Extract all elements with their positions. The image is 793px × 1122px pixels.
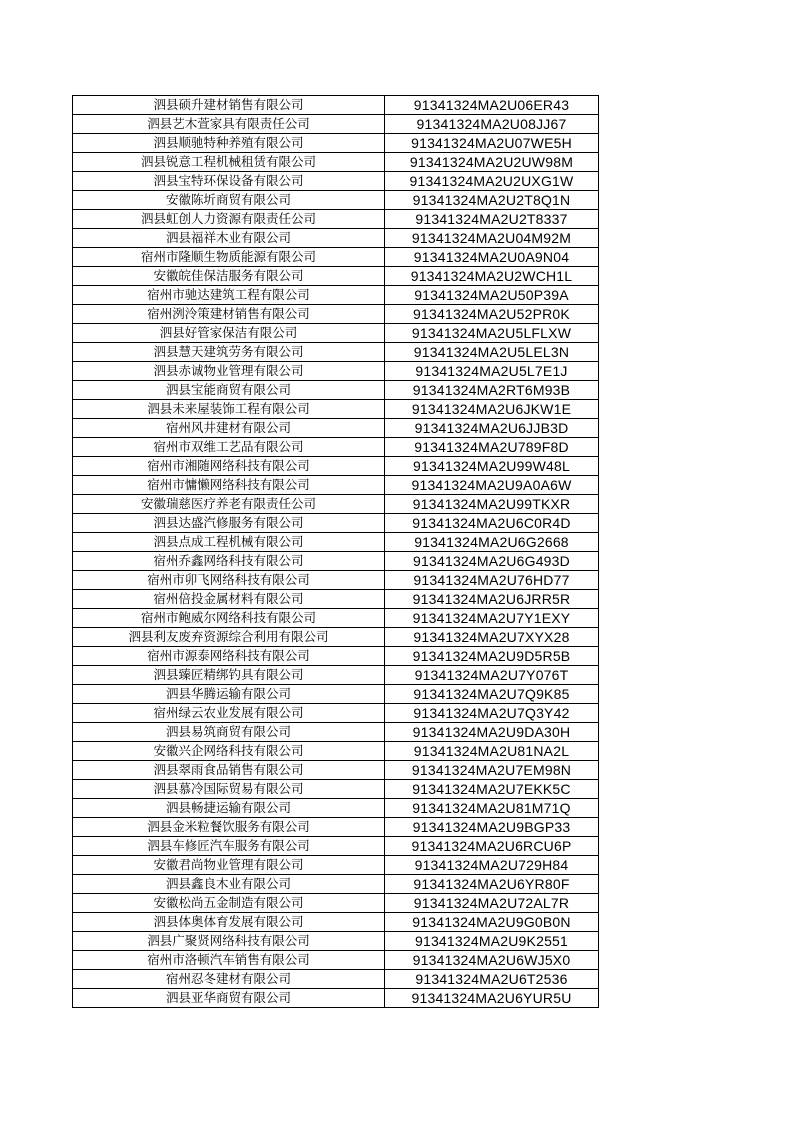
credit-code-cell: 91341324MA2U9G0B0N	[385, 913, 599, 932]
credit-code-cell: 91341324MA2U9DA30H	[385, 723, 599, 742]
company-name-cell: 宿州市鲍威尔网络科技有限公司	[73, 609, 385, 628]
company-name-cell: 泗县易筑商贸有限公司	[73, 723, 385, 742]
company-name-cell: 泗县硕升建材销售有限公司	[73, 96, 385, 115]
company-name-cell: 泗县宝特环保设备有限公司	[73, 172, 385, 191]
company-name-cell: 泗县广聚贤网络科技有限公司	[73, 932, 385, 951]
company-name-cell: 宿州市源泰网络科技有限公司	[73, 647, 385, 666]
credit-code-cell: 91341324MA2U08JJ67	[385, 115, 599, 134]
table-row	[73, 248, 599, 267]
table-row	[73, 438, 599, 457]
table-row	[73, 305, 599, 324]
company-name-cell: 泗县华腾运输有限公司	[73, 685, 385, 704]
table-row	[73, 647, 599, 666]
credit-code-cell: 91341324MA2U2UXG1W	[385, 172, 599, 191]
credit-code-cell: 91341324MA2U5LEL3N	[385, 343, 599, 362]
table-row	[73, 267, 599, 286]
credit-code-cell: 91341324MA2U76HD77	[385, 571, 599, 590]
credit-code-cell: 91341324MA2U99W48L	[385, 457, 599, 476]
table-row	[73, 799, 599, 818]
table-row	[73, 96, 599, 115]
credit-code-cell: 91341324MA2U6YUR5U	[385, 989, 599, 1008]
credit-code-cell: 91341324MA2U7Y076T	[385, 666, 599, 685]
table-row	[73, 970, 599, 989]
credit-code-cell: 91341324MA2U789F8D	[385, 438, 599, 457]
credit-code-cell: 91341324MA2U7Q9K85	[385, 685, 599, 704]
table-row	[73, 381, 599, 400]
company-name-cell: 宿州市驰达建筑工程有限公司	[73, 286, 385, 305]
company-name-cell: 安徽皖佳保洁服务有限公司	[73, 267, 385, 286]
table-row	[73, 476, 599, 495]
company-name-cell: 泗县锐意工程机械租赁有限公司	[73, 153, 385, 172]
credit-code-cell: 91341324MA2U2T8Q1N	[385, 191, 599, 210]
company-name-cell: 泗县宝能商贸有限公司	[73, 381, 385, 400]
table-row	[73, 343, 599, 362]
table-row	[73, 685, 599, 704]
table-row	[73, 723, 599, 742]
company-table	[72, 95, 599, 1008]
credit-code-cell: 91341324MA2U6G493D	[385, 552, 599, 571]
table-row	[73, 856, 599, 875]
credit-code-cell: 91341324MA2U99TKXR	[385, 495, 599, 514]
credit-code-cell: 91341324MA2U04M92M	[385, 229, 599, 248]
credit-code-cell: 91341324MA2U6JKW1E	[385, 400, 599, 419]
company-name-cell: 安徽兴企网络科技有限公司	[73, 742, 385, 761]
company-name-cell: 安徽陈圻商贸有限公司	[73, 191, 385, 210]
company-name-cell: 宿州市卯飞网络科技有限公司	[73, 571, 385, 590]
credit-code-cell: 91341324MA2U7Y1EXY	[385, 609, 599, 628]
company-name-cell: 泗县金米粒餐饮服务有限公司	[73, 818, 385, 837]
table-row	[73, 875, 599, 894]
credit-code-cell: 91341324MA2U6RCU6P	[385, 837, 599, 856]
company-name-cell: 宿州忍冬建材有限公司	[73, 970, 385, 989]
credit-code-cell: 91341324MA2U2T8337	[385, 210, 599, 229]
table-row	[73, 609, 599, 628]
credit-code-cell: 91341324MA2U9D5R5B	[385, 647, 599, 666]
credit-code-cell: 91341324MA2U6WJ5X0	[385, 951, 599, 970]
company-name-cell: 泗县艺木萱家具有限责任公司	[73, 115, 385, 134]
table-row	[73, 818, 599, 837]
credit-code-cell: 91341324MA2U50P39A	[385, 286, 599, 305]
table-row	[73, 229, 599, 248]
credit-code-cell: 91341324MA2U9BGP33	[385, 818, 599, 837]
table-row	[73, 780, 599, 799]
credit-code-cell: 91341324MA2U6G2668	[385, 533, 599, 552]
table-row	[73, 552, 599, 571]
credit-code-cell: 91341324MA2U6C0R4D	[385, 514, 599, 533]
table-row	[73, 457, 599, 476]
company-name-cell: 泗县顺驰特种养殖有限公司	[73, 134, 385, 153]
credit-code-cell: 91341324MA2U81NA2L	[385, 742, 599, 761]
table-row	[73, 362, 599, 381]
credit-code-cell: 91341324MA2U7Q3Y42	[385, 704, 599, 723]
company-name-cell: 泗县点成工程机械有限公司	[73, 533, 385, 552]
credit-code-cell: 91341324MA2RT6M93B	[385, 381, 599, 400]
company-name-cell: 泗县亚华商贸有限公司	[73, 989, 385, 1008]
credit-code-cell: 91341324MA2U2WCH1L	[385, 267, 599, 286]
company-name-cell: 泗县车修匠汽车服务有限公司	[73, 837, 385, 856]
company-name-cell: 泗县利友废弃资源综合利用有限公司	[73, 628, 385, 647]
company-name-cell: 安徽松尚五金制造有限公司	[73, 894, 385, 913]
table-row	[73, 419, 599, 438]
table-row	[73, 742, 599, 761]
company-name-cell: 泗县臻匠精绑钓具有限公司	[73, 666, 385, 685]
credit-code-cell: 91341324MA2U5LFLXW	[385, 324, 599, 343]
company-name-cell: 泗县慧天建筑劳务有限公司	[73, 343, 385, 362]
credit-code-cell: 91341324MA2U6YR80F	[385, 875, 599, 894]
company-name-cell: 泗县好管家保洁有限公司	[73, 324, 385, 343]
table-row	[73, 210, 599, 229]
credit-code-cell: 91341324MA2U07WE5H	[385, 134, 599, 153]
table-row	[73, 932, 599, 951]
table-row	[73, 761, 599, 780]
credit-code-cell: 91341324MA2U06ER43	[385, 96, 599, 115]
company-name-cell: 宿州乔鑫网络科技有限公司	[73, 552, 385, 571]
credit-code-cell: 91341324MA2U9A0A6W	[385, 476, 599, 495]
company-name-cell: 泗县鑫良木业有限公司	[73, 875, 385, 894]
credit-code-cell: 91341324MA2U7XYX28	[385, 628, 599, 647]
table-row	[73, 115, 599, 134]
table-row	[73, 153, 599, 172]
table-body	[73, 96, 599, 1008]
company-name-cell: 宿州倍投金属材料有限公司	[73, 590, 385, 609]
company-name-cell: 泗县未来屋装饰工程有限公司	[73, 400, 385, 419]
company-name-cell: 泗县畅捷运输有限公司	[73, 799, 385, 818]
credit-code-cell: 91341324MA2U729H84	[385, 856, 599, 875]
table-row	[73, 951, 599, 970]
company-name-cell: 泗县慕冷国际贸易有限公司	[73, 780, 385, 799]
company-name-cell: 安徽君尚物业管理有限公司	[73, 856, 385, 875]
credit-code-cell: 91341324MA2U72AL7R	[385, 894, 599, 913]
table-row	[73, 514, 599, 533]
credit-code-cell: 91341324MA2U6JJB3D	[385, 419, 599, 438]
credit-code-cell: 91341324MA2U7EKK5C	[385, 780, 599, 799]
company-name-cell: 宿州市双维工艺品有限公司	[73, 438, 385, 457]
table-row	[73, 913, 599, 932]
company-name-cell: 宿州市湘随网络科技有限公司	[73, 457, 385, 476]
company-name-cell: 安徽瑞慈医疗养老有限责任公司	[73, 495, 385, 514]
credit-code-cell: 91341324MA2U0A9N04	[385, 248, 599, 267]
table-row	[73, 533, 599, 552]
credit-code-cell: 91341324MA2U6JRR5R	[385, 590, 599, 609]
credit-code-cell: 91341324MA2U81M71Q	[385, 799, 599, 818]
company-name-cell: 泗县福祥木业有限公司	[73, 229, 385, 248]
company-name-cell: 宿州风井建材有限公司	[73, 419, 385, 438]
company-name-cell: 宿州市隆顺生物质能源有限公司	[73, 248, 385, 267]
credit-code-cell: 91341324MA2U7EM98N	[385, 761, 599, 780]
table-row	[73, 590, 599, 609]
credit-code-cell: 91341324MA2U9K2551	[385, 932, 599, 951]
company-name-cell: 宿州绿云农业发展有限公司	[73, 704, 385, 723]
table-row	[73, 324, 599, 343]
company-name-cell: 泗县虹创人力资源有限责任公司	[73, 210, 385, 229]
table-row	[73, 628, 599, 647]
credit-code-cell: 91341324MA2U52PR0K	[385, 305, 599, 324]
company-name-cell: 泗县赤诚物业管理有限公司	[73, 362, 385, 381]
company-name-cell: 泗县翠雨食品销售有限公司	[73, 761, 385, 780]
credit-code-cell: 91341324MA2U5L7E1J	[385, 362, 599, 381]
table-row	[73, 286, 599, 305]
table-row	[73, 172, 599, 191]
company-name-cell: 泗县达盛汽修服务有限公司	[73, 514, 385, 533]
credit-code-cell: 91341324MA2U2UW98M	[385, 153, 599, 172]
table-row	[73, 495, 599, 514]
table-row	[73, 989, 599, 1008]
table-row	[73, 134, 599, 153]
table-row	[73, 400, 599, 419]
table-row	[73, 191, 599, 210]
table-row	[73, 837, 599, 856]
company-name-cell: 泗县体奥体育发展有限公司	[73, 913, 385, 932]
table-row	[73, 571, 599, 590]
table-row	[73, 704, 599, 723]
company-name-cell: 宿州市洛顿汽车销售有限公司	[73, 951, 385, 970]
company-name-cell: 宿州市慵懒网络科技有限公司	[73, 476, 385, 495]
table-row	[73, 666, 599, 685]
company-name-cell: 宿州洌泠策建材销售有限公司	[73, 305, 385, 324]
table-row	[73, 894, 599, 913]
credit-code-cell: 91341324MA2U6T2536	[385, 970, 599, 989]
